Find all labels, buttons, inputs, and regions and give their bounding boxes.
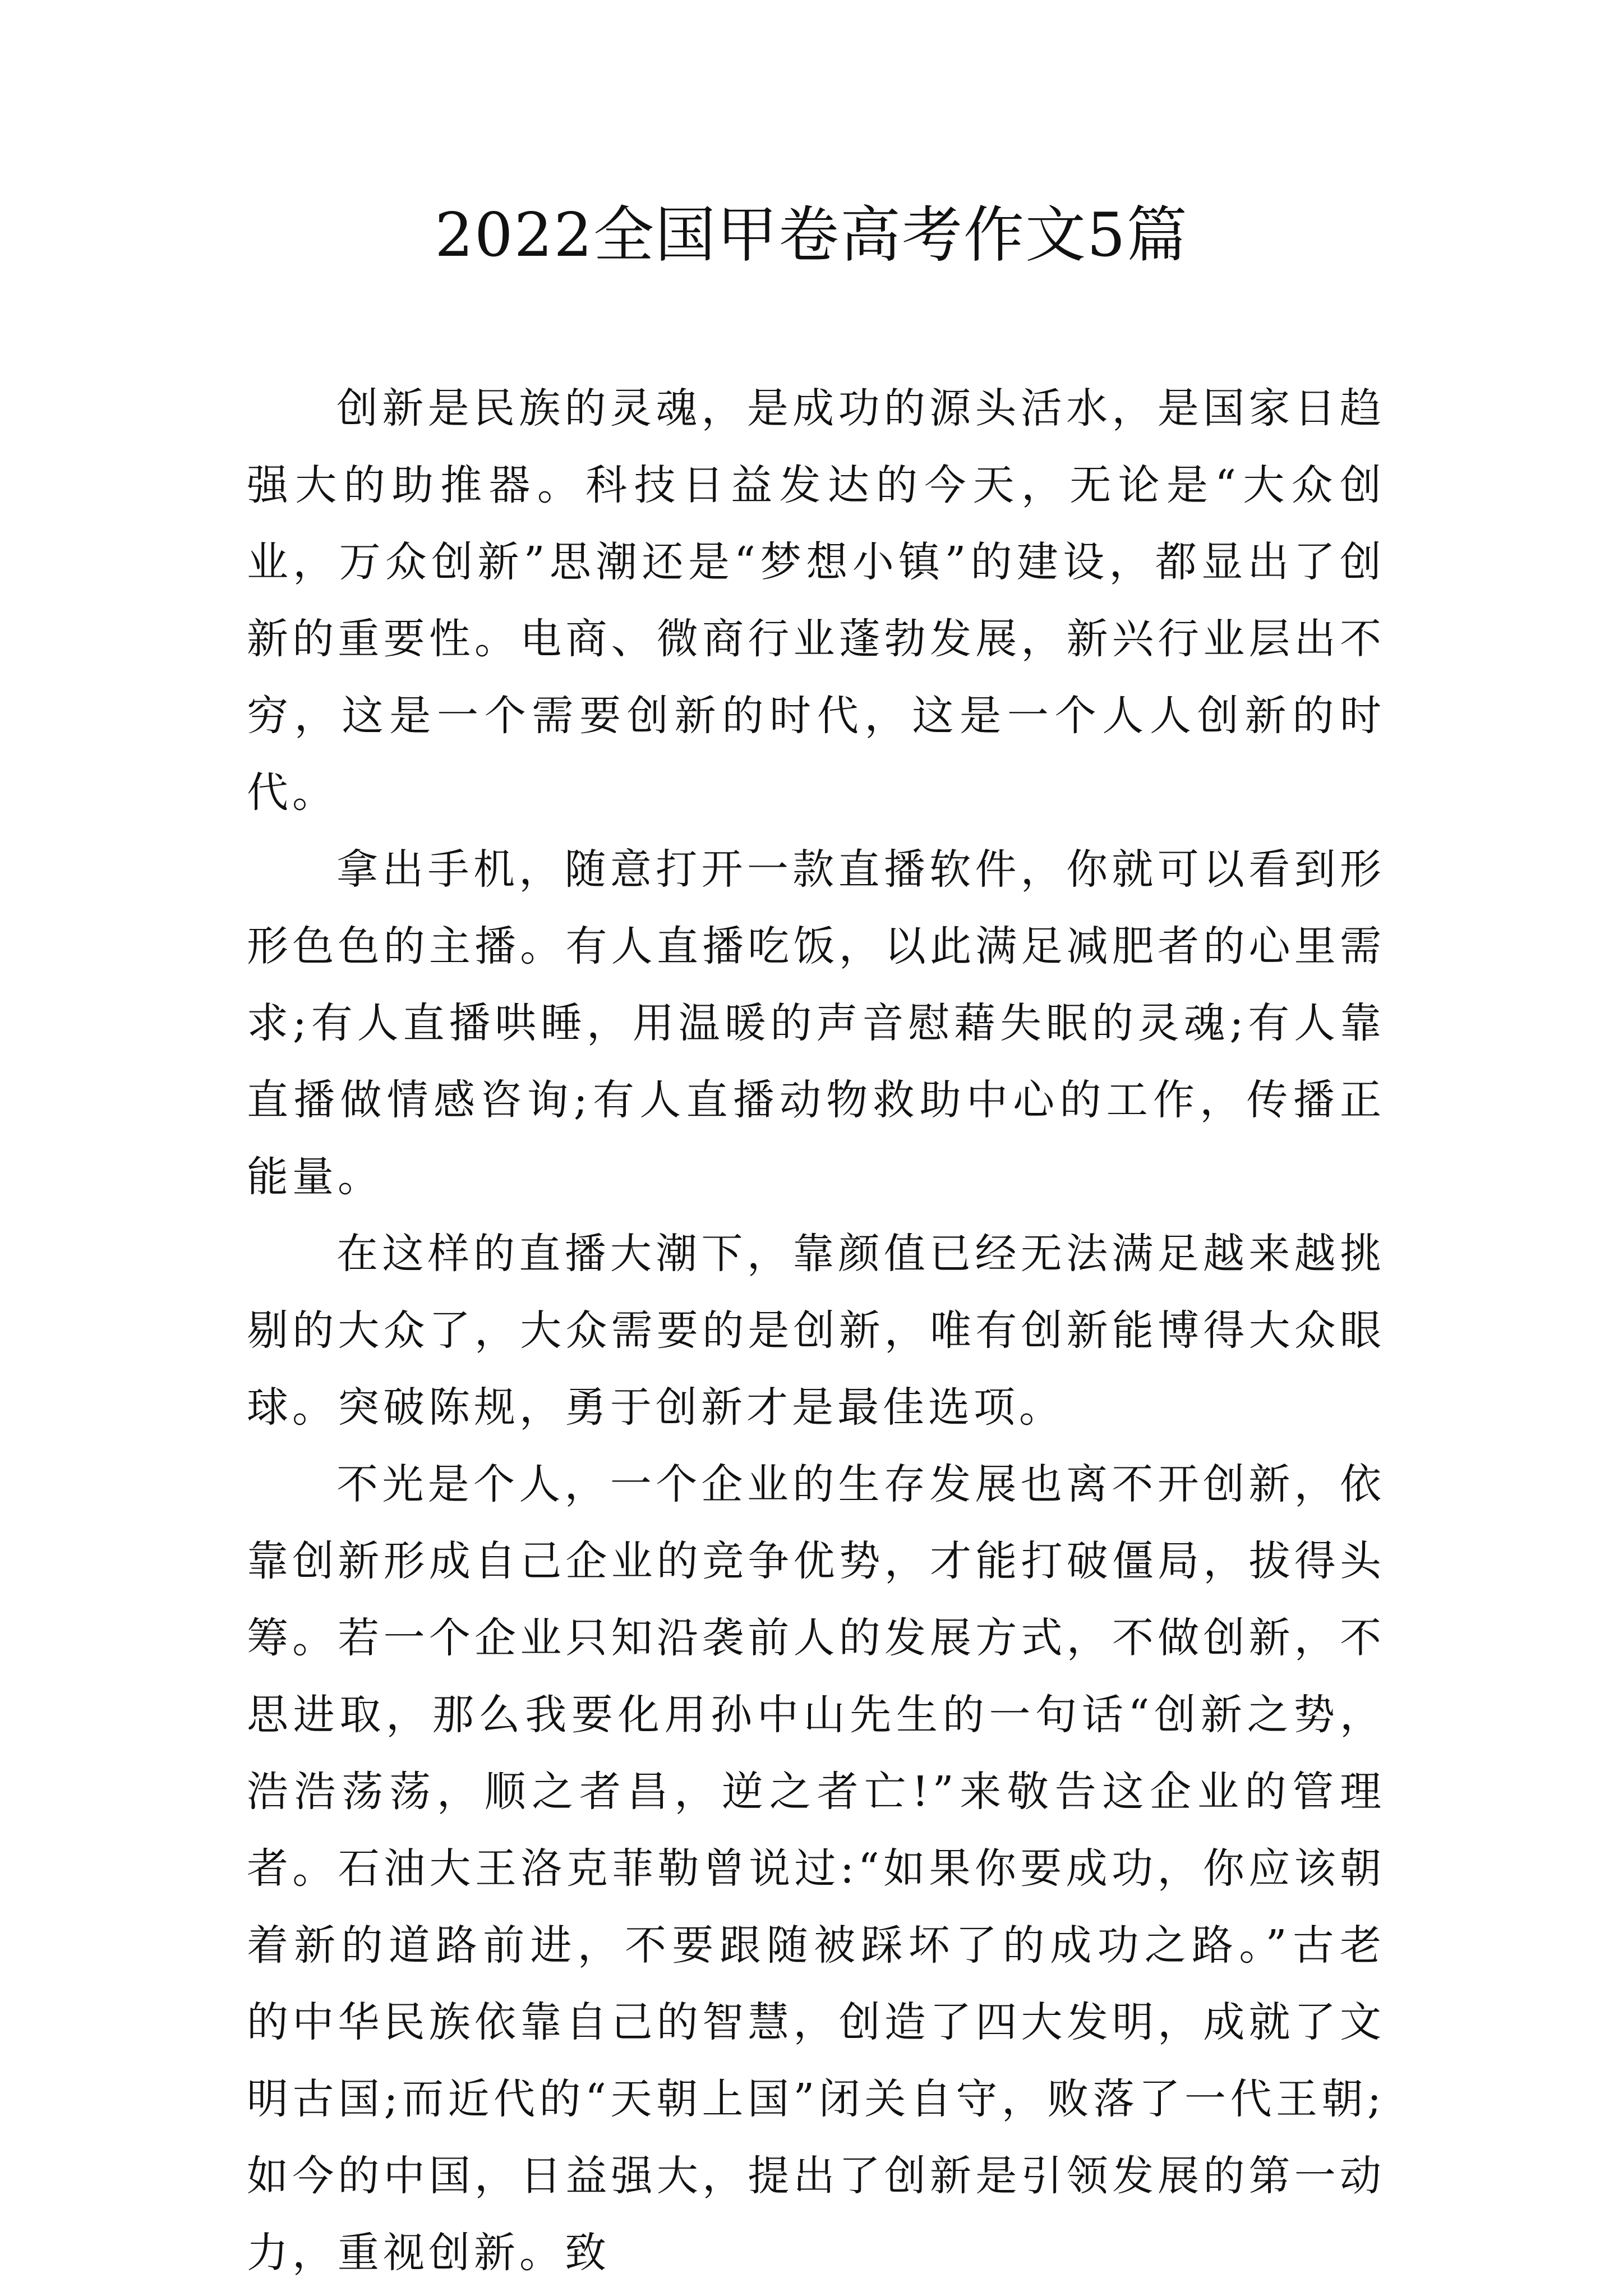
paragraph-1: 创新是民族的灵魂，是成功的源头活水，是国家日趋强大的助推器。科技日益发达的今天，无论是“大众创业，万众创新”思潮还是“梦想小镇”的建设，都显出了创新的重要性。电商、微商行业蓬勃发展，新兴行业层出不穷，这是一个需要创新的时代，这是一个人人创新的时代。 (247, 384, 1385, 817)
document-title: 2022全国甲卷高考作文5篇 (435, 200, 1188, 270)
paragraph-3: 在这样的直播大潮下，靠颜值已经无法满足越来越挑剔的大众了，大众需要的是创新，唯有创新能博得大众眼球。突破陈规，勇于创新才是最佳选项。 (247, 1230, 1385, 1432)
paragraph-2: 拿出手机，随意打开一款直播软件，你就可以看到形形色色的主播。有人直播吃饭，以此满足减肥者的心里需求;有人直播哄睡，用温暖的声音慰藉失眠的灵魂;有人靠直播做情感咨询;有人直播动物救助中心的工作，传播正能量。 (247, 845, 1385, 1201)
document-body (247, 370, 1385, 2292)
paragraph-4: 不光是个人，一个企业的生存发展也离不开创新，依靠创新形成自己企业的竞争优势，才能打破僵局，拔得头筹。若一个企业只知沿袭前人的发展方式，不做创新，不思进取，那么我要化用孙中山先生的一句话“创新之势，浩浩荡荡，顺之者昌，逆之者亡!”来敬告这企业的管理者。石油大王洛克菲勒曾说过:“如果你要成功，你应该朝着新的道路前进，不要跟随被踩坏了的成功之路。”古老的中华民族依靠自己的智慧，创造了四大发明，成就了文明古国;而近代的“天朝上国”闭关自守，败落了一代王朝;如今的中国，日益强大，提出了创新是引领发展的第一动力，重视创新。致 (247, 1460, 1385, 2277)
